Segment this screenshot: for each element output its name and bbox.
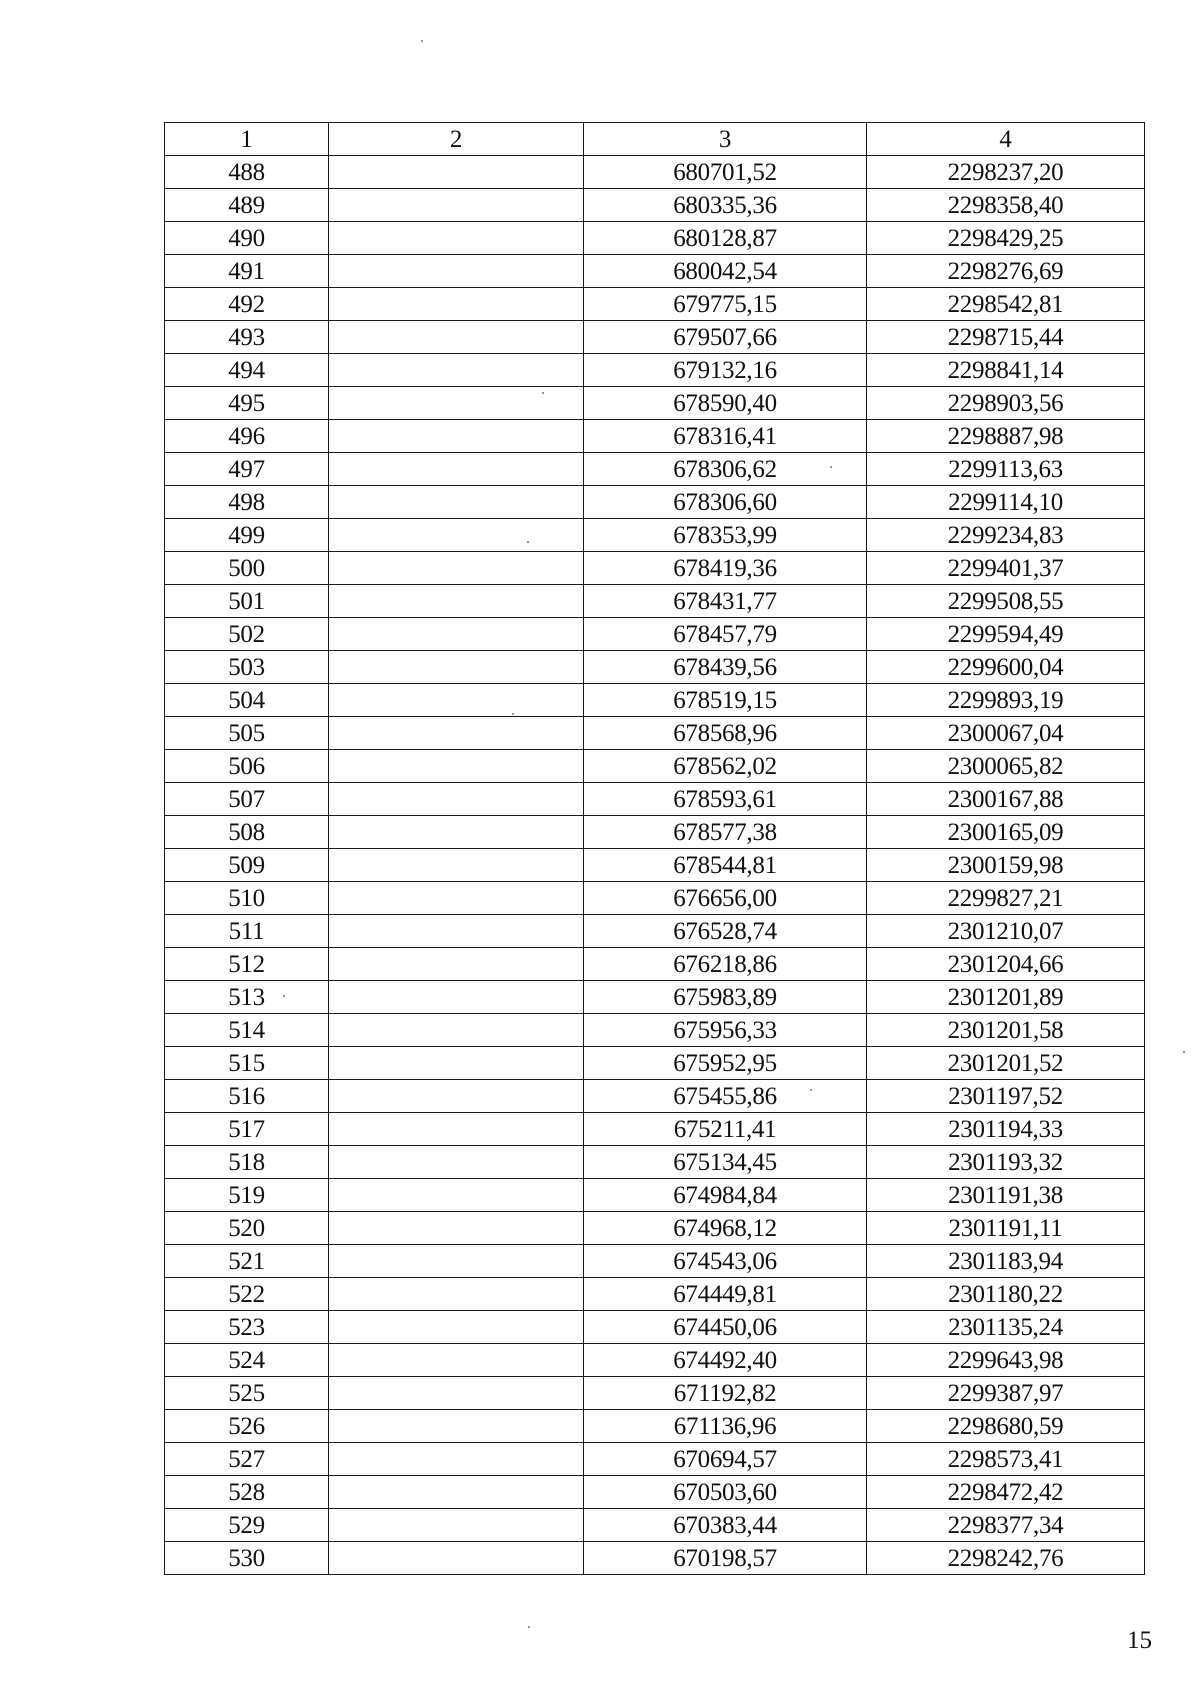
table-row — [165, 1113, 1145, 1146]
table-row — [165, 453, 1145, 486]
empty-cell — [329, 882, 584, 915]
empty-cell — [329, 255, 584, 288]
coordinate-y-cell: 2298903,56 — [867, 387, 1145, 420]
coordinate-y-cell: 2300067,04 — [867, 717, 1145, 750]
point-number-cell: 497 — [165, 453, 329, 486]
coordinate-x-cell: 678590,40 — [584, 387, 867, 420]
point-number-cell: 514 — [165, 1014, 329, 1047]
table-row — [165, 651, 1145, 684]
coordinate-y-cell: 2299600,04 — [867, 651, 1145, 684]
empty-cell — [329, 750, 584, 783]
coordinate-y-cell: 2300065,82 — [867, 750, 1145, 783]
point-number-cell: 527 — [165, 1443, 329, 1476]
point-number-cell: 489 — [165, 189, 329, 222]
table-row — [165, 1047, 1145, 1080]
table-row — [165, 783, 1145, 816]
empty-cell — [329, 189, 584, 222]
coordinate-x-cell: 678593,61 — [584, 783, 867, 816]
empty-cell — [329, 948, 584, 981]
coordinate-x-cell: 680335,36 — [584, 189, 867, 222]
coordinate-x-cell: 678353,99 — [584, 519, 867, 552]
point-number-cell: 530 — [165, 1542, 329, 1575]
point-number-cell: 491 — [165, 255, 329, 288]
coordinate-x-cell: 680128,87 — [584, 222, 867, 255]
coordinate-x-cell: 671136,96 — [584, 1410, 867, 1443]
table-row — [165, 387, 1145, 420]
table-row — [165, 1311, 1145, 1344]
coordinate-y-cell: 2298573,41 — [867, 1443, 1145, 1476]
table-row — [165, 1245, 1145, 1278]
column-header: 1 — [165, 123, 329, 156]
table-row — [165, 816, 1145, 849]
coordinate-x-cell: 678306,60 — [584, 486, 867, 519]
point-number-cell: 520 — [165, 1212, 329, 1245]
coordinate-x-cell: 675211,41 — [584, 1113, 867, 1146]
empty-cell — [329, 1542, 584, 1575]
point-number-cell: 500 — [165, 552, 329, 585]
empty-cell — [329, 1443, 584, 1476]
column-header: 2 — [329, 123, 584, 156]
table-row — [165, 486, 1145, 519]
empty-cell — [329, 717, 584, 750]
point-number-cell: 505 — [165, 717, 329, 750]
point-number-cell: 495 — [165, 387, 329, 420]
coordinate-x-cell: 675983,89 — [584, 981, 867, 1014]
empty-cell — [329, 156, 584, 189]
empty-cell — [329, 387, 584, 420]
coordinate-x-cell: 675956,33 — [584, 1014, 867, 1047]
point-number-cell: 525 — [165, 1377, 329, 1410]
empty-cell — [329, 519, 584, 552]
coordinate-y-cell: 2301204,66 — [867, 948, 1145, 981]
table-row — [165, 1146, 1145, 1179]
table-row — [165, 1509, 1145, 1542]
empty-cell — [329, 915, 584, 948]
table-row — [165, 915, 1145, 948]
point-number-cell: 513 — [165, 981, 329, 1014]
table-row — [165, 288, 1145, 321]
empty-cell — [329, 1311, 584, 1344]
point-number-cell: 499 — [165, 519, 329, 552]
empty-cell — [329, 1245, 584, 1278]
coordinate-y-cell: 2298237,20 — [867, 156, 1145, 189]
point-number-cell: 493 — [165, 321, 329, 354]
page-number: 15 — [1127, 1627, 1152, 1654]
empty-cell — [329, 1080, 584, 1113]
empty-cell — [329, 618, 584, 651]
empty-cell — [329, 552, 584, 585]
empty-cell — [329, 1212, 584, 1245]
coordinate-x-cell: 679775,15 — [584, 288, 867, 321]
coordinate-x-cell: 678519,15 — [584, 684, 867, 717]
table-row — [165, 354, 1145, 387]
point-number-cell: 518 — [165, 1146, 329, 1179]
coordinate-y-cell: 2299401,37 — [867, 552, 1145, 585]
coordinate-y-cell: 2298276,69 — [867, 255, 1145, 288]
point-number-cell: 488 — [165, 156, 329, 189]
table-row — [165, 1476, 1145, 1509]
empty-cell — [329, 1278, 584, 1311]
empty-cell — [329, 981, 584, 1014]
coordinate-y-cell: 2299893,19 — [867, 684, 1145, 717]
empty-cell — [329, 849, 584, 882]
coordinate-y-cell: 2299234,83 — [867, 519, 1145, 552]
empty-cell — [329, 684, 584, 717]
scan-speck — [1183, 1051, 1185, 1053]
coordinate-x-cell: 674968,12 — [584, 1212, 867, 1245]
coordinates-table — [164, 122, 1145, 1575]
table-row — [165, 1377, 1145, 1410]
coordinate-x-cell: 674543,06 — [584, 1245, 867, 1278]
point-number-cell: 519 — [165, 1179, 329, 1212]
table-row — [165, 1410, 1145, 1443]
coordinate-x-cell: 670198,57 — [584, 1542, 867, 1575]
table-row — [165, 1278, 1145, 1311]
point-number-cell: 496 — [165, 420, 329, 453]
empty-cell — [329, 1179, 584, 1212]
coordinate-y-cell: 2298542,81 — [867, 288, 1145, 321]
coordinate-y-cell: 2301191,11 — [867, 1212, 1145, 1245]
point-number-cell: 529 — [165, 1509, 329, 1542]
point-number-cell: 512 — [165, 948, 329, 981]
table-row — [165, 717, 1145, 750]
empty-cell — [329, 453, 584, 486]
empty-cell — [329, 783, 584, 816]
coordinate-x-cell: 678439,56 — [584, 651, 867, 684]
empty-cell — [329, 1476, 584, 1509]
table-row — [165, 585, 1145, 618]
coordinate-x-cell: 674449,81 — [584, 1278, 867, 1311]
point-number-cell: 510 — [165, 882, 329, 915]
table-row — [165, 552, 1145, 585]
column-header: 4 — [867, 123, 1145, 156]
table-row — [165, 948, 1145, 981]
coordinate-x-cell: 678457,79 — [584, 618, 867, 651]
empty-cell — [329, 1377, 584, 1410]
point-number-cell: 528 — [165, 1476, 329, 1509]
empty-cell — [329, 1014, 584, 1047]
point-number-cell: 502 — [165, 618, 329, 651]
table-row — [165, 981, 1145, 1014]
coordinate-y-cell: 2301135,24 — [867, 1311, 1145, 1344]
empty-cell — [329, 288, 584, 321]
coordinate-y-cell: 2298680,59 — [867, 1410, 1145, 1443]
coordinate-y-cell: 2301201,52 — [867, 1047, 1145, 1080]
coordinate-y-cell: 2298841,14 — [867, 354, 1145, 387]
coordinate-y-cell: 2301210,07 — [867, 915, 1145, 948]
scan-speck — [527, 541, 529, 543]
coordinate-y-cell: 2301183,94 — [867, 1245, 1145, 1278]
point-number-cell: 511 — [165, 915, 329, 948]
table-row — [165, 156, 1145, 189]
table-body — [165, 156, 1145, 1575]
coordinate-y-cell: 2301191,38 — [867, 1179, 1145, 1212]
empty-cell — [329, 816, 584, 849]
coordinate-x-cell: 680042,54 — [584, 255, 867, 288]
scan-speck — [810, 1089, 812, 1091]
table-row — [165, 849, 1145, 882]
coordinate-y-cell: 2298887,98 — [867, 420, 1145, 453]
empty-cell — [329, 321, 584, 354]
scan-speck — [542, 392, 544, 394]
coordinate-y-cell: 2298242,76 — [867, 1542, 1145, 1575]
coordinate-x-cell: 676528,74 — [584, 915, 867, 948]
table-row — [165, 618, 1145, 651]
coordinate-x-cell: 676656,00 — [584, 882, 867, 915]
coordinate-x-cell: 678544,81 — [584, 849, 867, 882]
coordinate-x-cell: 679507,66 — [584, 321, 867, 354]
table-row — [165, 684, 1145, 717]
empty-cell — [329, 1509, 584, 1542]
table-row — [165, 255, 1145, 288]
coordinate-y-cell: 2298472,42 — [867, 1476, 1145, 1509]
coordinate-x-cell: 674984,84 — [584, 1179, 867, 1212]
point-number-cell: 507 — [165, 783, 329, 816]
table-row — [165, 519, 1145, 552]
coordinate-x-cell: 678568,96 — [584, 717, 867, 750]
scan-speck — [830, 466, 832, 468]
coordinate-x-cell: 670694,57 — [584, 1443, 867, 1476]
empty-cell — [329, 1410, 584, 1443]
coordinate-x-cell: 676218,86 — [584, 948, 867, 981]
empty-cell — [329, 1344, 584, 1377]
coordinate-x-cell: 675455,86 — [584, 1080, 867, 1113]
coordinate-x-cell: 678431,77 — [584, 585, 867, 618]
coordinate-y-cell: 2299387,97 — [867, 1377, 1145, 1410]
coordinate-y-cell: 2300167,88 — [867, 783, 1145, 816]
table-row — [165, 1014, 1145, 1047]
column-header: 3 — [584, 123, 867, 156]
table-row — [165, 1443, 1145, 1476]
coordinate-y-cell: 2299643,98 — [867, 1344, 1145, 1377]
coordinate-y-cell: 2298715,44 — [867, 321, 1145, 354]
coordinate-y-cell: 2298358,40 — [867, 189, 1145, 222]
table-row — [165, 882, 1145, 915]
coordinate-y-cell: 2299114,10 — [867, 486, 1145, 519]
scan-speck — [512, 713, 514, 715]
point-number-cell: 503 — [165, 651, 329, 684]
empty-cell — [329, 1146, 584, 1179]
coordinate-y-cell: 2299827,21 — [867, 882, 1145, 915]
coordinate-x-cell: 674450,06 — [584, 1311, 867, 1344]
empty-cell — [329, 1113, 584, 1146]
coordinate-y-cell: 2301193,32 — [867, 1146, 1145, 1179]
empty-cell — [329, 651, 584, 684]
point-number-cell: 522 — [165, 1278, 329, 1311]
table-row — [165, 1179, 1145, 1212]
coordinate-x-cell: 675134,45 — [584, 1146, 867, 1179]
scan-speck — [283, 995, 285, 997]
empty-cell — [329, 420, 584, 453]
coordinate-x-cell: 679132,16 — [584, 354, 867, 387]
coordinate-y-cell: 2299508,55 — [867, 585, 1145, 618]
point-number-cell: 490 — [165, 222, 329, 255]
scan-speck — [528, 1626, 530, 1628]
table-header-row — [165, 123, 1145, 156]
coordinate-y-cell: 2301197,52 — [867, 1080, 1145, 1113]
point-number-cell: 498 — [165, 486, 329, 519]
coordinate-x-cell: 670383,44 — [584, 1509, 867, 1542]
point-number-cell: 517 — [165, 1113, 329, 1146]
coordinate-x-cell: 675952,95 — [584, 1047, 867, 1080]
coordinate-x-cell: 670503,60 — [584, 1476, 867, 1509]
point-number-cell: 526 — [165, 1410, 329, 1443]
empty-cell — [329, 1047, 584, 1080]
point-number-cell: 508 — [165, 816, 329, 849]
coordinate-y-cell: 2301201,89 — [867, 981, 1145, 1014]
point-number-cell: 509 — [165, 849, 329, 882]
point-number-cell: 521 — [165, 1245, 329, 1278]
point-number-cell: 492 — [165, 288, 329, 321]
coordinate-x-cell: 680701,52 — [584, 156, 867, 189]
empty-cell — [329, 585, 584, 618]
table-row — [165, 1542, 1145, 1575]
point-number-cell: 524 — [165, 1344, 329, 1377]
coordinate-x-cell: 678306,62 — [584, 453, 867, 486]
point-number-cell: 516 — [165, 1080, 329, 1113]
table-row — [165, 1344, 1145, 1377]
point-number-cell: 515 — [165, 1047, 329, 1080]
point-number-cell: 506 — [165, 750, 329, 783]
empty-cell — [329, 486, 584, 519]
point-number-cell: 523 — [165, 1311, 329, 1344]
coordinate-x-cell: 671192,82 — [584, 1377, 867, 1410]
coordinate-x-cell: 678316,41 — [584, 420, 867, 453]
coordinate-y-cell: 2299113,63 — [867, 453, 1145, 486]
table-row — [165, 222, 1145, 255]
empty-cell — [329, 354, 584, 387]
coordinate-y-cell: 2299594,49 — [867, 618, 1145, 651]
coordinate-x-cell: 678577,38 — [584, 816, 867, 849]
coordinate-x-cell: 674492,40 — [584, 1344, 867, 1377]
table-row — [165, 321, 1145, 354]
coordinate-y-cell: 2298429,25 — [867, 222, 1145, 255]
table-row — [165, 420, 1145, 453]
scan-speck — [421, 40, 423, 42]
table-row — [165, 1080, 1145, 1113]
point-number-cell: 494 — [165, 354, 329, 387]
coordinate-x-cell: 678419,36 — [584, 552, 867, 585]
table-row — [165, 189, 1145, 222]
empty-cell — [329, 222, 584, 255]
point-number-cell: 501 — [165, 585, 329, 618]
coordinate-y-cell: 2300165,09 — [867, 816, 1145, 849]
point-number-cell: 504 — [165, 684, 329, 717]
coordinate-y-cell: 2301201,58 — [867, 1014, 1145, 1047]
coordinate-y-cell: 2300159,98 — [867, 849, 1145, 882]
coordinate-y-cell: 2298377,34 — [867, 1509, 1145, 1542]
coordinate-y-cell: 2301194,33 — [867, 1113, 1145, 1146]
table-row — [165, 1212, 1145, 1245]
table-row — [165, 750, 1145, 783]
coordinate-x-cell: 678562,02 — [584, 750, 867, 783]
coordinate-y-cell: 2301180,22 — [867, 1278, 1145, 1311]
